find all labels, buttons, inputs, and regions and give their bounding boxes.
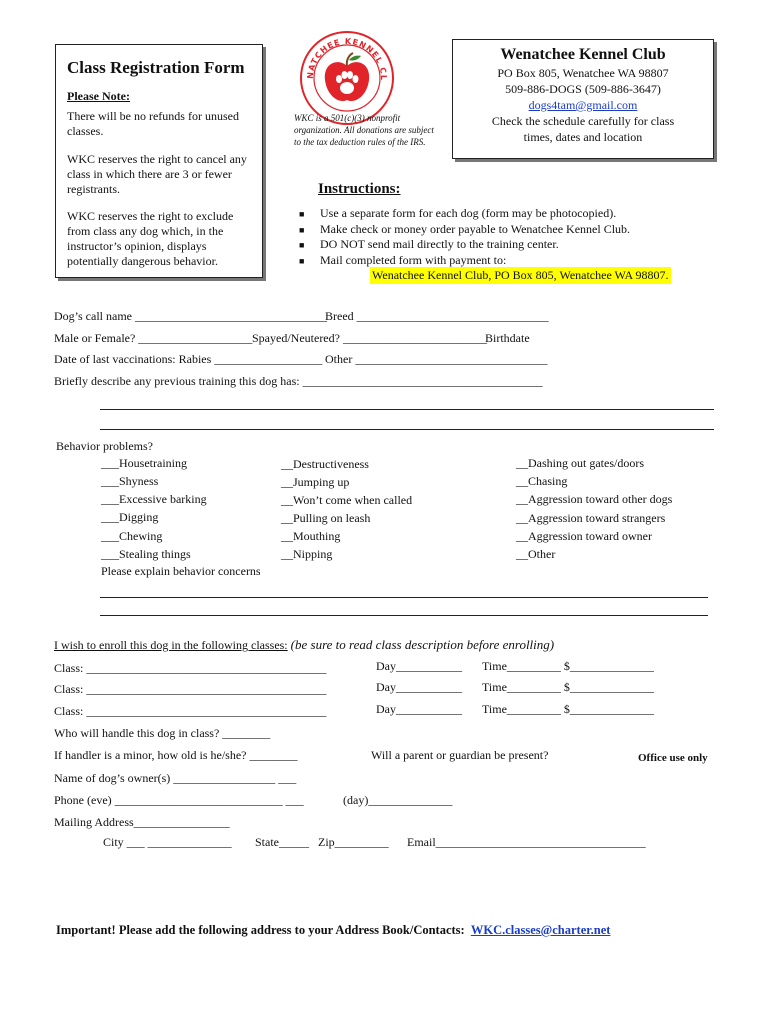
- behavior-option[interactable]: __Mouthing: [281, 529, 341, 543]
- club-email-link[interactable]: dogs4tam@gmail.com: [528, 98, 638, 112]
- important-text: Important! Please add the following address to your Address Book/Contacts:: [56, 923, 465, 937]
- state-field[interactable]: State_____: [255, 835, 309, 849]
- club-name: Wenatchee Kennel Club: [500, 46, 666, 63]
- enroll-heading: [54, 637, 554, 653]
- class-day-field[interactable]: Day___________: [376, 680, 462, 694]
- class-time-fee-field[interactable]: Time_________ $______________: [482, 680, 654, 694]
- club-address: PO Box 805, Wenatchee WA 98807: [497, 66, 669, 80]
- behavior-option[interactable]: __Won’t come when called: [281, 493, 413, 507]
- behavior-option[interactable]: __Destructiveness: [281, 457, 369, 471]
- behavior-option[interactable]: ___Shyness: [101, 474, 159, 488]
- owner-name-field[interactable]: Name of dog’s owner(s) _________________ ___: [54, 771, 297, 785]
- training-answer-line[interactable]: [100, 429, 714, 430]
- training-answer-line[interactable]: [100, 409, 714, 410]
- breed-field[interactable]: Breed ________________________________: [325, 309, 549, 323]
- please-note-heading: Please Note:: [67, 89, 130, 103]
- behavior-answer-line[interactable]: [100, 597, 708, 598]
- note-exclude: WKC reserves the right to exclude from class any dog which, in the instructor’s opinion, displays potentially dangerous behavior.: [67, 209, 234, 268]
- class-day-field[interactable]: Day___________: [376, 659, 462, 673]
- classes-email-link[interactable]: WKC.classes@charter.net: [470, 923, 611, 937]
- behavior-option[interactable]: __Chasing: [516, 474, 568, 488]
- bullet-icon: ■: [299, 225, 305, 235]
- bullet-icon: ■: [299, 256, 305, 266]
- class-field[interactable]: Class: ________________________________________: [54, 704, 327, 718]
- birthdate-field[interactable]: Birthdate: [485, 331, 530, 345]
- behavior-heading: Behavior problems?: [56, 439, 153, 453]
- logo-arc-text: NATCHEE KENNEL CL: [305, 36, 389, 81]
- schedule-line-1: Check the schedule carefully for class: [491, 114, 675, 128]
- bullet-icon: ■: [299, 209, 305, 219]
- sex-field[interactable]: Male or Female? ___________________: [54, 331, 253, 345]
- behavior-answer-line[interactable]: [100, 615, 708, 616]
- enroll-lead: I wish to enroll this dog in the following classes:: [54, 638, 288, 652]
- training-field[interactable]: Briefly describe any previous training this dog has: ________________________________________: [54, 374, 543, 388]
- class-day-field[interactable]: Day___________: [376, 702, 462, 716]
- behavior-option[interactable]: ___Excessive barking: [101, 492, 207, 506]
- office-use-label: Office use only: [638, 752, 708, 764]
- behavior-option[interactable]: ___Chewing: [101, 529, 163, 543]
- class-field[interactable]: Class: ________________________________________: [54, 682, 327, 696]
- behavior-option[interactable]: ___Digging: [101, 510, 159, 524]
- zip-field[interactable]: Zip_________: [318, 835, 389, 849]
- instructions-heading: Instructions:: [318, 181, 401, 197]
- schedule-line-2: times, dates and location: [523, 130, 643, 144]
- behavior-option[interactable]: __Aggression toward strangers: [516, 511, 666, 525]
- instruction-item: Mail completed form with payment to:: [320, 253, 507, 267]
- instruction-item: Make check or money order payable to Wenatchee Kennel Club.: [320, 222, 631, 236]
- other-vaccination-field[interactable]: Other ________________________________: [325, 352, 548, 366]
- guardian-question[interactable]: Will a parent or guardian be present?: [371, 748, 549, 762]
- note-refunds: There will be no refunds for unused classes.: [67, 109, 239, 138]
- enroll-note: (be sure to read class description before enrolling): [290, 637, 555, 652]
- behavior-option[interactable]: __Aggression toward other dogs: [516, 492, 673, 506]
- behavior-option[interactable]: __Other: [516, 547, 556, 561]
- note-cancel: WKC reserves the right to cancel any class in which there are 3 or fewer registrants.: [67, 152, 247, 196]
- mail-address-highlight: Wenatchee Kennel Club, PO Box 805, Wenatchee WA 98807.: [372, 268, 669, 282]
- instruction-item: Use a separate form for each dog (form may be photocopied).: [320, 206, 617, 220]
- behavior-option[interactable]: __Nipping: [281, 547, 333, 561]
- behavior-option[interactable]: __Dashing out gates/doors: [516, 456, 644, 470]
- club-contact-box: [452, 39, 714, 159]
- phone-day-field[interactable]: (day)______________: [343, 793, 453, 807]
- handler-age-field[interactable]: If handler is a minor, how old is he/she? ________: [54, 748, 298, 762]
- instruction-item: DO NOT send mail directly to the training center.: [320, 237, 559, 251]
- class-time-fee-field[interactable]: Time_________ $______________: [482, 659, 654, 673]
- spayed-field[interactable]: Spayed/Neutered? ________________________: [252, 331, 487, 345]
- nonprofit-note: WKC is a 501(c)(3) nonprofit organization. All donations are subject to the tax deduction rules of the IRS.: [294, 113, 434, 147]
- behavior-option[interactable]: __Pulling on leash: [281, 511, 371, 525]
- behavior-option[interactable]: ___Housetraining: [101, 456, 187, 470]
- behavior-option[interactable]: __Aggression toward owner: [516, 529, 652, 543]
- vaccinations-field[interactable]: Date of last vaccinations: Rabies __________________: [54, 352, 323, 366]
- club-phone: 509-886-DOGS (509-886-3647): [505, 82, 661, 96]
- behavior-option[interactable]: ___Stealing things: [101, 547, 191, 561]
- class-time-fee-field[interactable]: Time_________ $______________: [482, 702, 654, 716]
- class-field[interactable]: Class: ________________________________________: [54, 661, 327, 675]
- important-note: [56, 923, 610, 938]
- mailing-address-field[interactable]: Mailing Address________________: [54, 815, 230, 829]
- dog-call-name-field[interactable]: Dog’s call name ________________________________: [54, 309, 327, 323]
- bullet-icon: ■: [299, 240, 305, 250]
- behavior-explain-label: Please explain behavior concerns: [101, 564, 261, 578]
- email-field[interactable]: Email___________________________________: [407, 835, 646, 849]
- phone-eve-field[interactable]: Phone (eve) ____________________________ ___: [54, 793, 304, 807]
- form-title: Class Registration Form: [67, 58, 245, 77]
- behavior-option[interactable]: __Jumping up: [281, 475, 350, 489]
- city-field[interactable]: City ___ ______________: [103, 835, 232, 849]
- handler-field[interactable]: Who will handle this dog in class? ________: [54, 726, 271, 740]
- registration-notice-box: [55, 44, 263, 278]
